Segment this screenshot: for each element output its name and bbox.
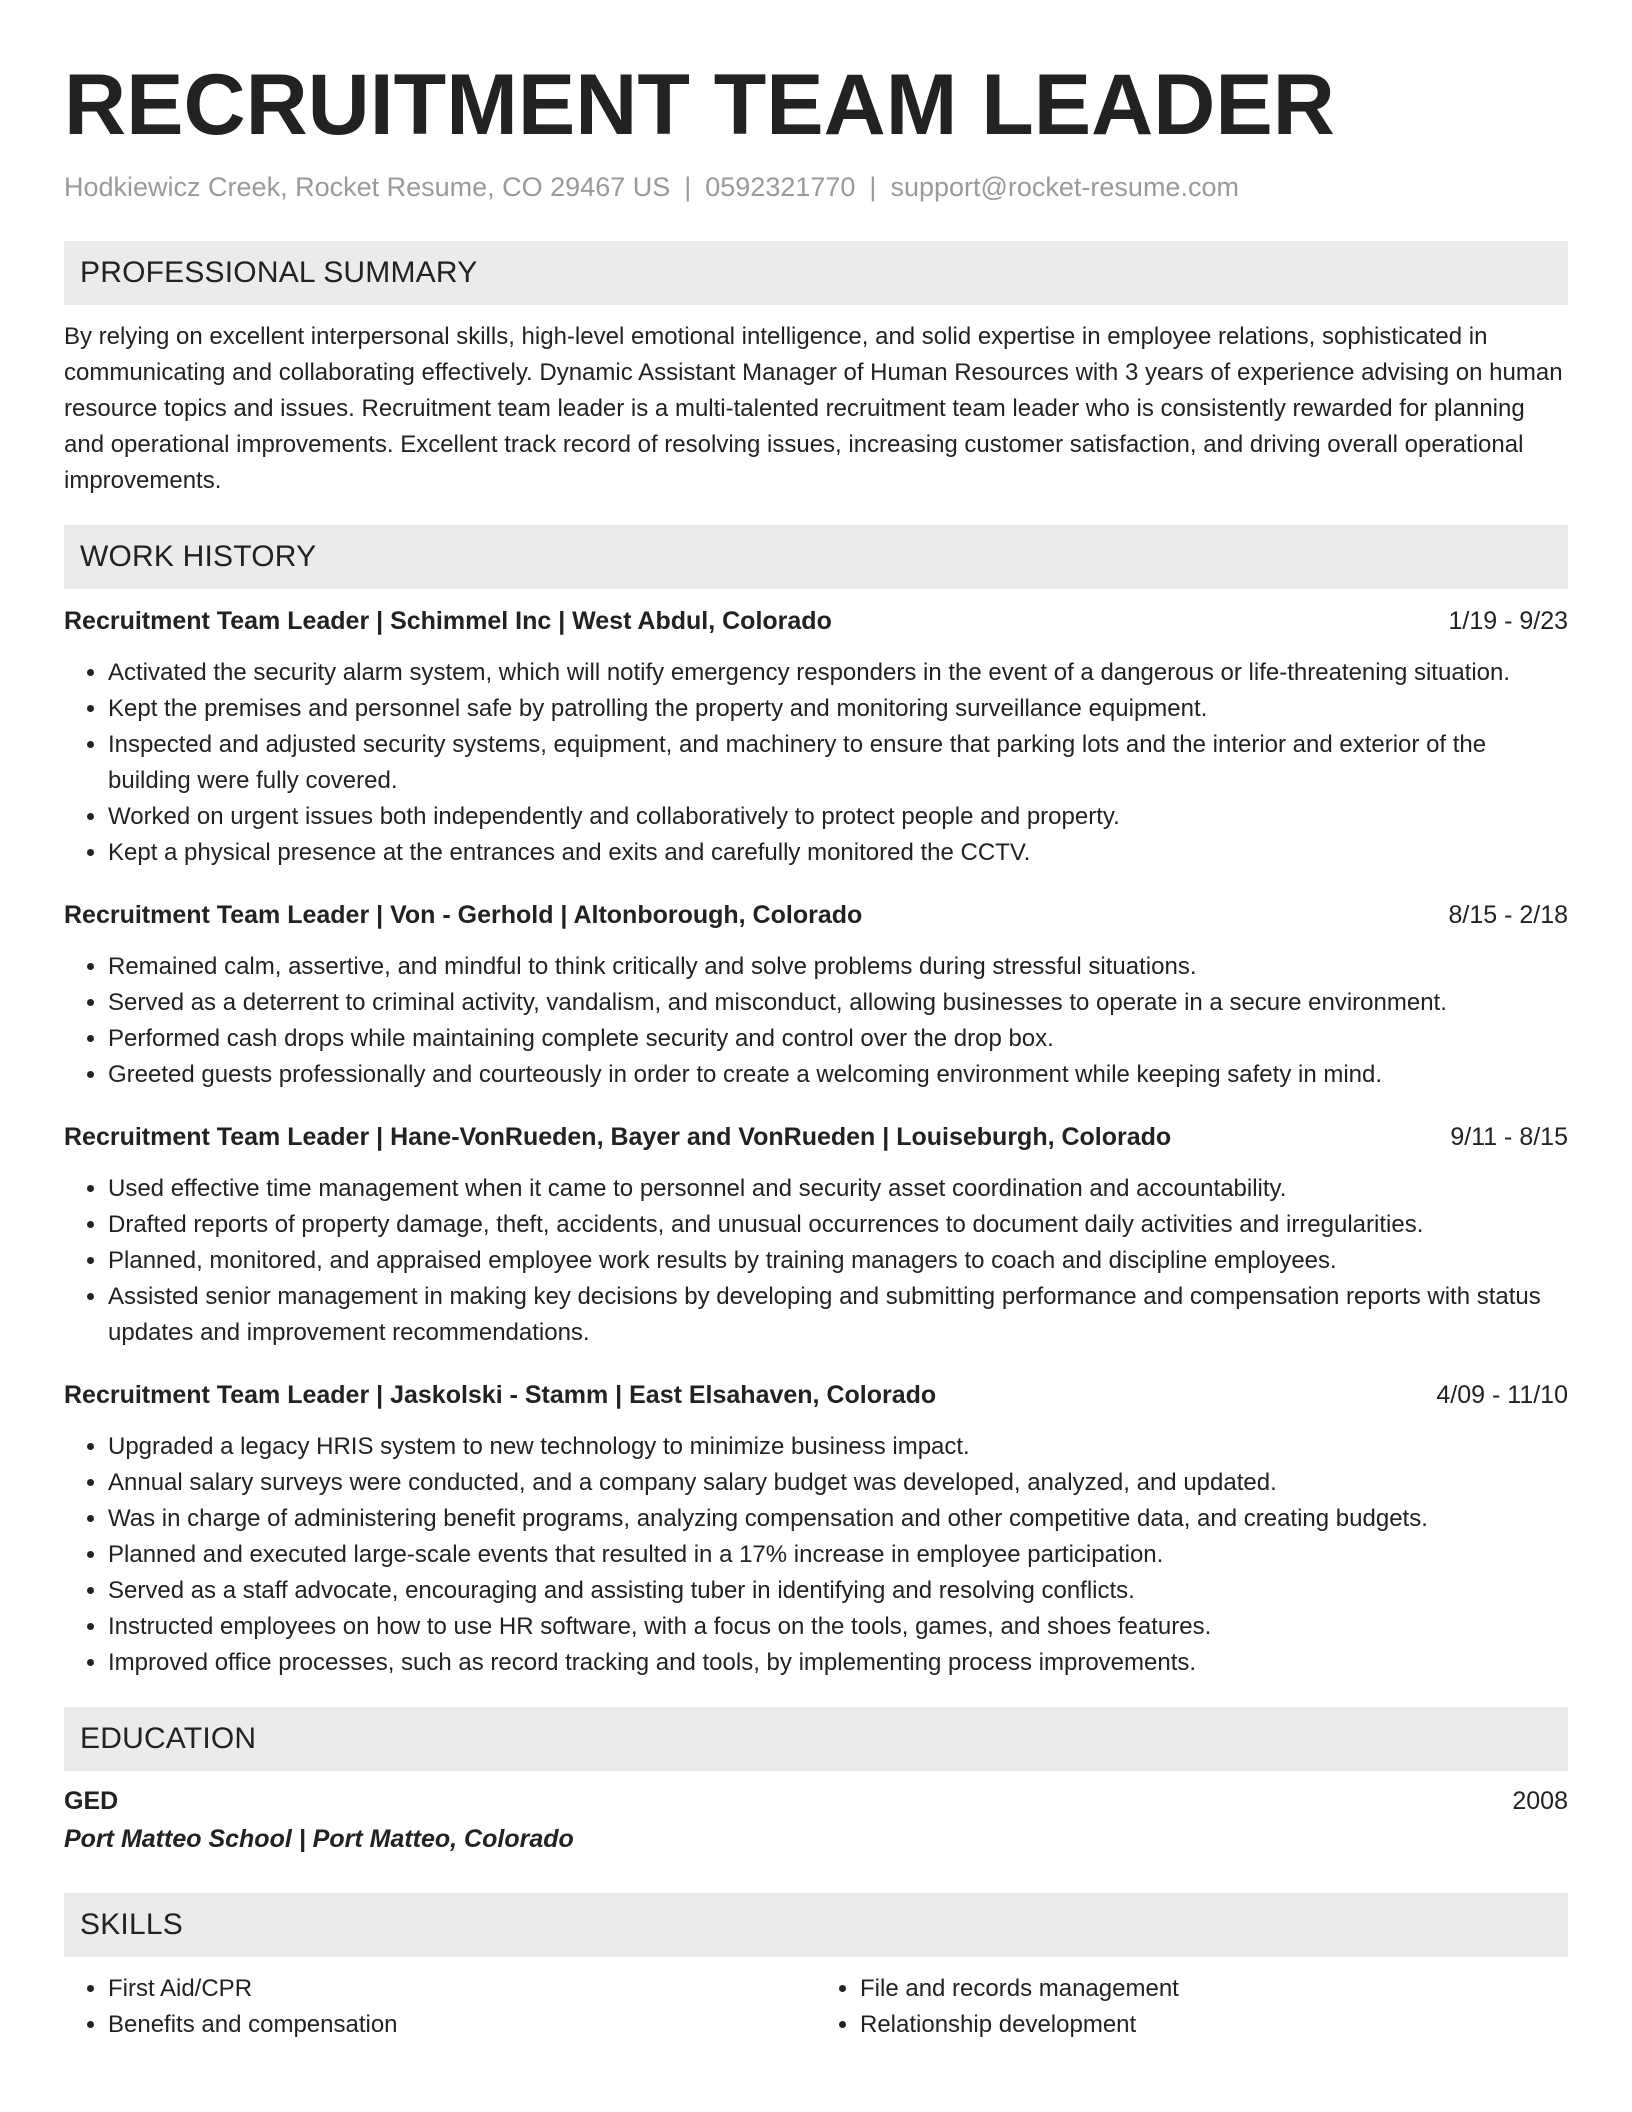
contact-address: Hodkiewicz Creek, Rocket Resume, CO 29467 US xyxy=(64,172,671,202)
job-bullet: • Drafted reports of property damage, theft, accidents, and unusual occurrences to document daily activities and irregularities. xyxy=(108,1207,1568,1243)
contact-email[interactable]: support@rocket-resume.com xyxy=(890,172,1239,202)
job-bullet: • Annual salary surveys were conducted, and a company salary budget was developed, analyzed, and updated. xyxy=(108,1465,1568,1501)
education-year: 2008 xyxy=(1512,1787,1568,1815)
job-bullets xyxy=(64,949,1568,1093)
summary-heading: PROFESSIONAL SUMMARY xyxy=(64,241,1568,305)
skill-item: • Benefits and compensation xyxy=(108,2007,816,2043)
job-title: Recruitment Team Leader | Schimmel Inc | West Abdul, Colorado xyxy=(64,607,832,635)
contact-line xyxy=(64,172,1568,203)
job-bullet: • Used effective time management when it came to personnel and security asset coordination and accountability. xyxy=(108,1171,1568,1207)
skills-column-right xyxy=(816,1971,1568,2043)
summary-text: By relying on excellent interpersonal skills, high-level emotional intelligence, and solid expertise in employee relations, sophisticated in communicating and collaborating effectively. Dynamic Assistant Manager of Human Resources with 3 years of experience advising on human resource topics and issues. Recruitment team leader is a multi-talented recruitment team leader who is consistently rewarded for planning and operational improvements. Excellent track record of resolving issues, increasing customer satisfaction, and driving overall operational improvements. xyxy=(64,323,1563,494)
job-title: Recruitment Team Leader | Hane-VonRueden, Bayer and VonRueden | Louiseburgh, Colorado xyxy=(64,1123,1172,1151)
job-bullet: • Planned, monitored, and appraised employee work results by training managers to coach and discipline employees. xyxy=(108,1243,1568,1279)
job-bullet: • Upgraded a legacy HRIS system to new technology to minimize business impact. xyxy=(108,1429,1568,1465)
job-header xyxy=(64,1377,1568,1413)
contact-phone: 0592321770 xyxy=(705,172,856,202)
job-bullet: • Was in charge of administering benefit programs, analyzing compensation and other competitive data, and creating budgets. xyxy=(108,1501,1568,1537)
work-history-heading: WORK HISTORY xyxy=(64,525,1568,589)
job-entry xyxy=(64,1119,1568,1351)
job-bullets xyxy=(64,655,1568,871)
contact-separator: | xyxy=(869,172,877,202)
job-dates: 8/15 - 2/18 xyxy=(1448,901,1568,929)
job-bullet: • Remained calm, assertive, and mindful to think critically and solve problems during stressful situations. xyxy=(108,949,1568,985)
job-bullet: • Activated the security alarm system, which will notify emergency responders in the event of a dangerous or life-threatening situation. xyxy=(108,655,1568,691)
job-title: Recruitment Team Leader | Von - Gerhold | Altonborough, Colorado xyxy=(64,901,863,929)
education-heading: EDUCATION xyxy=(64,1707,1568,1771)
job-bullet: • Served as a staff advocate, encouraging and assisting tuber in identifying and resolving conflicts. xyxy=(108,1573,1568,1609)
education-row xyxy=(64,1783,1568,1819)
job-entry xyxy=(64,603,1568,871)
job-bullet: • Kept a physical presence at the entrances and exits and carefully monitored the CCTV. xyxy=(108,835,1568,871)
job-bullet: • Planned and executed large-scale events that resulted in a 17% increase in employee participation. xyxy=(108,1537,1568,1573)
job-bullet: • Kept the premises and personnel safe by patrolling the property and monitoring surveillance equipment. xyxy=(108,691,1568,727)
job-entry xyxy=(64,1377,1568,1681)
skill-item: • First Aid/CPR xyxy=(108,1971,816,2007)
contact-separator: | xyxy=(684,172,692,202)
job-bullet: • Greeted guests professionally and courteously in order to create a welcoming environment while keeping safety in mind. xyxy=(108,1057,1568,1093)
skills-heading: SKILLS xyxy=(64,1893,1568,1957)
job-dates: 1/19 - 9/23 xyxy=(1448,607,1568,635)
job-dates: 4/09 - 11/10 xyxy=(1436,1381,1568,1409)
job-bullets xyxy=(64,1429,1568,1681)
job-bullet: • Worked on urgent issues both independently and collaboratively to protect people and property. xyxy=(108,799,1568,835)
skills-columns xyxy=(64,1971,1568,2043)
job-bullet: • Inspected and adjusted security systems, equipment, and machinery to ensure that parking lots and the interior and exterior of the building were fully covered. xyxy=(108,727,1568,799)
job-bullet: • Served as a deterrent to criminal activity, vandalism, and misconduct, allowing businesses to operate in a secure environment. xyxy=(108,985,1568,1021)
skills-column-left xyxy=(64,1971,816,2043)
job-bullet: • Improved office processes, such as record tracking and tools, by implementing process improvements. xyxy=(108,1645,1568,1681)
job-bullet: • Assisted senior management in making key decisions by developing and submitting performance and compensation reports with status updates and improvement recommendations. xyxy=(108,1279,1568,1351)
job-header xyxy=(64,603,1568,639)
skill-item: • File and records management xyxy=(860,1971,1568,2007)
skill-item: • Relationship development xyxy=(860,2007,1568,2043)
job-dates: 9/11 - 8/15 xyxy=(1450,1123,1568,1151)
job-title: Recruitment Team Leader | Jaskolski - Stamm | East Elsahaven, Colorado xyxy=(64,1381,937,1409)
job-bullet: • Performed cash drops while maintaining complete security and control over the drop box. xyxy=(108,1021,1568,1057)
candidate-name: RECRUITMENT TEAM LEADER xyxy=(64,57,1335,153)
job-header xyxy=(64,897,1568,933)
job-header xyxy=(64,1119,1568,1155)
education-degree: GED xyxy=(64,1787,119,1815)
education-school: Port Matteo School | Port Matteo, Colorado xyxy=(64,1825,574,1853)
job-bullets xyxy=(64,1171,1568,1351)
job-bullet: • Instructed employees on how to use HR software, with a focus on the tools, games, and shoes features. xyxy=(108,1609,1568,1645)
job-entry xyxy=(64,897,1568,1093)
